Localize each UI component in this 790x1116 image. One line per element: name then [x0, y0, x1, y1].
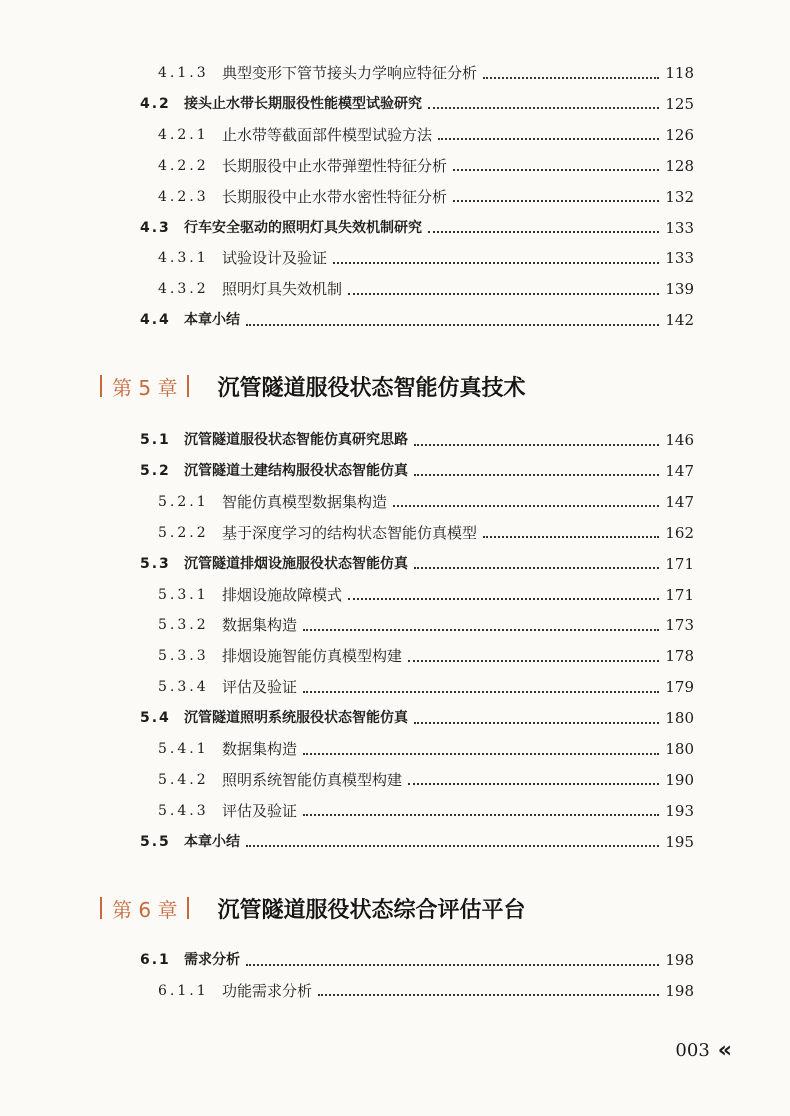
toc-entry [158, 610, 694, 640]
toc-leader-dots [414, 473, 659, 476]
toc-entry-title: 照明灯具失效机制 [222, 280, 343, 299]
toc-entry-page: 171 [665, 585, 694, 604]
toc-entry-page: 171 [665, 554, 694, 573]
chapter-6-title: 沉管隧道服役状态综合评估平台 [217, 897, 526, 923]
toc-entry-title: 沉管隧道照明系统服役状态智能仿真 [184, 710, 408, 727]
toc-entry-title: 照明系统智能仿真模型构建 [222, 770, 403, 789]
toc-entry-title: 行车安全驱动的照明灯具失效机制研究 [184, 219, 422, 236]
toc-entry-title: 止水带等截面部件模型试验方法 [222, 125, 433, 144]
toc-entry [158, 672, 694, 702]
chevron-left-icon: « [717, 1038, 732, 1063]
toc-entry-number: 4.3.1 [158, 250, 209, 267]
toc-entry-page: 133 [665, 249, 694, 268]
toc-leader-dots [483, 76, 659, 79]
toc-entry-page: 193 [665, 801, 694, 820]
toc-leader-dots [393, 504, 659, 507]
toc-entry-page: 195 [665, 832, 694, 851]
toc-entry-page: 126 [665, 125, 694, 144]
toc-entry-title: 长期服役中止水带水密性特征分析 [222, 187, 448, 206]
toc-leader-dots [483, 535, 659, 538]
toc-entry-title: 排烟设施智能仿真模型构建 [222, 647, 403, 666]
toc-leader-dots [333, 261, 659, 264]
toc-entry [158, 487, 694, 517]
toc-entry [158, 182, 694, 212]
chapter-5-heading [100, 366, 525, 406]
toc-entry-number: 5.2.1 [158, 493, 209, 510]
chapter-6-label: 第 6 章 [112, 897, 178, 922]
toc-leader-dots [246, 323, 659, 326]
toc-entry [140, 425, 694, 455]
toc-entry-page: 133 [665, 218, 694, 237]
toc-entry [158, 58, 694, 88]
toc-entry-number: 5.3.4 [158, 679, 209, 696]
toc-entry-page: 147 [665, 492, 694, 511]
toc-entry-title: 数据集构造 [222, 740, 298, 758]
toc-entry-page: 180 [665, 709, 694, 728]
toc-entry-title: 智能仿真模型数据集构造 [222, 492, 388, 511]
toc-entry-page: 139 [665, 280, 694, 299]
toc-entry-page: 125 [665, 94, 694, 113]
toc-leader-dots [428, 106, 659, 109]
toc-entry-number: 5.4.2 [158, 771, 209, 788]
toc-entry-number: 5.3 [140, 555, 171, 572]
toc-leader-dots [318, 993, 659, 996]
toc-entry-number: 5.4 [140, 710, 171, 727]
chapter-bar-right [187, 375, 189, 397]
toc-entry [158, 518, 694, 548]
toc-leader-dots [246, 963, 659, 966]
toc-leader-dots [453, 168, 659, 171]
toc-entry [158, 765, 694, 795]
toc-entry [158, 243, 694, 273]
toc-entry-page: 146 [665, 431, 694, 449]
toc-leader-dots [414, 566, 659, 569]
toc-entry-title: 沉管隧道排烟设施服役状态智能仿真 [184, 555, 408, 572]
toc-leader-dots [438, 137, 659, 140]
toc-entry-number: 5.5 [140, 833, 171, 850]
toc-entry-number: 4.1.3 [158, 65, 209, 81]
toc-leader-dots [408, 659, 659, 662]
toc-leader-dots [414, 443, 659, 446]
toc-leader-dots [453, 199, 659, 202]
toc-entry-number: 4.3 [140, 219, 171, 236]
toc-entry-title: 评估及验证 [222, 801, 298, 820]
toc-leader-dots [414, 721, 659, 724]
toc-entry-title: 排烟设施故障模式 [222, 585, 343, 604]
toc-entry [158, 734, 694, 764]
toc-entry [140, 549, 694, 579]
toc-entry-number: 5.3.1 [158, 586, 209, 603]
toc-entry-number: 6.1.1 [158, 982, 209, 999]
toc-entry [158, 274, 694, 304]
toc-entry [140, 213, 694, 243]
toc-entry-number: 4.2.2 [158, 157, 209, 174]
toc-entry-title: 长期服役中止水带弹塑性特征分析 [222, 156, 448, 175]
toc-leader-dots [428, 230, 659, 233]
chapter-5-label: 第 5 章 [112, 375, 178, 400]
toc-entry-title: 本章小结 [184, 312, 240, 329]
toc-entry [158, 580, 694, 610]
toc-entry [140, 703, 694, 733]
toc-entry-page: 173 [665, 616, 694, 635]
toc-entry [140, 305, 694, 335]
toc-entry-number: 4.2.1 [158, 126, 209, 143]
toc-leader-dots [303, 628, 659, 631]
toc-entry-page: 178 [665, 647, 694, 666]
toc-entry-number: 5.4.3 [158, 802, 209, 819]
toc-entry-number: 5.2 [140, 462, 171, 479]
toc-entry-page: 179 [665, 678, 694, 697]
toc-entry-number: 5.1 [140, 432, 171, 448]
toc-entry-page: 198 [665, 981, 694, 1000]
toc-entry-page: 142 [665, 311, 694, 330]
toc-entry-page: 118 [665, 64, 694, 82]
chapter-6-heading [100, 888, 525, 928]
chapter-bar-left [100, 897, 102, 919]
toc-entry [158, 641, 694, 671]
toc-entry-page: 147 [665, 461, 694, 480]
toc-entry-number: 4.2.3 [158, 188, 209, 205]
toc-entry-number: 5.3.3 [158, 648, 209, 665]
toc-entry-page: 190 [665, 770, 694, 789]
chapter-5-title: 沉管隧道服役状态智能仿真技术 [217, 375, 526, 401]
chapter-bar-left [100, 375, 102, 397]
toc-leader-dots [303, 752, 659, 755]
chapter-bar-right [187, 897, 189, 919]
toc-entry [158, 796, 694, 826]
toc-leader-dots [348, 597, 659, 600]
toc-entry-title: 典型变形下管节接头力学响应特征分析 [222, 64, 478, 82]
toc-entry [158, 976, 694, 1006]
toc-entry-page: 198 [665, 951, 694, 969]
toc-entry-page: 128 [665, 156, 694, 175]
toc-entry-number: 4.3.2 [158, 281, 209, 298]
toc-leader-dots [348, 292, 659, 295]
toc-entry [158, 151, 694, 181]
toc-entry-page: 132 [665, 187, 694, 206]
toc-entry-number: 6.1 [140, 952, 171, 968]
toc-entry [140, 827, 694, 857]
toc-entry-title: 评估及验证 [222, 678, 298, 697]
toc-entry-number: 5.4.1 [158, 741, 209, 757]
toc-entry-title: 接头止水带长期服役性能模型试验研究 [184, 95, 422, 112]
toc-entry-number: 5.3.2 [158, 617, 209, 634]
toc-entry-title: 基于深度学习的结构状态智能仿真模型 [222, 523, 478, 542]
toc-entry [158, 120, 694, 150]
toc-entry-page: 162 [665, 523, 694, 542]
toc-entry-title: 需求分析 [184, 952, 240, 968]
page-footer [675, 1038, 732, 1063]
toc-entry [140, 456, 694, 486]
toc-entry [140, 89, 694, 119]
toc-leader-dots [408, 782, 659, 785]
toc-entry [140, 945, 694, 975]
toc-entry-title: 沉管隧道土建结构服役状态智能仿真 [184, 462, 408, 479]
page-number: 003 [675, 1040, 710, 1061]
toc-leader-dots [303, 813, 659, 816]
toc-entry-number: 5.2.2 [158, 524, 209, 541]
toc-entry-page: 180 [665, 740, 694, 758]
toc-leader-dots [246, 844, 659, 847]
toc-entry-title: 试验设计及验证 [222, 249, 328, 268]
toc-entry-title: 功能需求分析 [222, 981, 313, 1000]
toc-entry-number: 4.2 [140, 95, 171, 112]
toc-entry-title: 沉管隧道服役状态智能仿真研究思路 [184, 432, 408, 448]
toc-leader-dots [303, 690, 659, 693]
toc-entry-title: 本章小结 [184, 833, 240, 850]
toc-entry-number: 4.4 [140, 312, 171, 329]
toc-entry-title: 数据集构造 [222, 616, 298, 635]
